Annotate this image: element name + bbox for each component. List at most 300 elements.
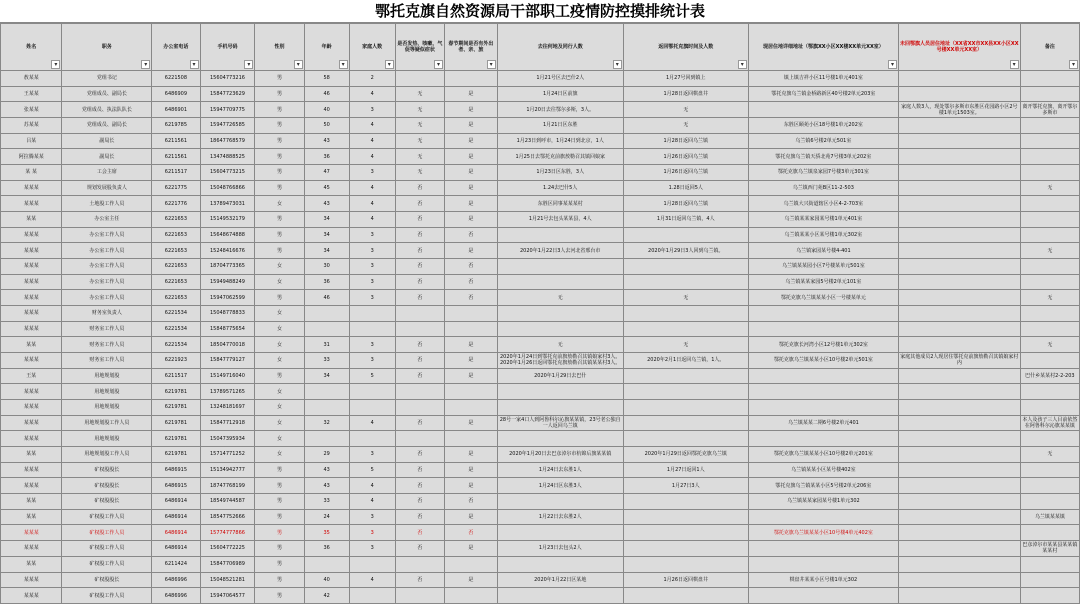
table-cell[interactable]: 女 [255,337,304,353]
table-cell[interactable] [748,541,898,557]
table-cell[interactable]: 是 [445,368,498,384]
table-cell[interactable]: 6486996 [152,588,200,604]
table-cell[interactable]: 某某某 [1,274,62,290]
table-cell[interactable]: 1月27日3人 [623,478,748,494]
table-cell[interactable]: 1月23日去包头2人 [497,541,623,557]
table-cell[interactable] [349,384,395,400]
table-cell[interactable]: 女 [255,415,304,431]
table-cell[interactable]: 副局长 [62,133,152,149]
table-cell[interactable]: 东胜区颐苑小区18号楼1单元202室 [748,118,898,134]
table-cell[interactable]: 否 [395,525,444,541]
table-cell[interactable] [898,556,1020,572]
table-cell[interactable]: 1月24日区东胜3人 [497,478,623,494]
table-cell[interactable]: 否 [395,368,444,384]
table-cell[interactable]: 1月26日返回乌兰镇 [623,165,748,181]
table-cell[interactable]: 男 [255,118,304,134]
table-cell[interactable]: 3 [349,274,395,290]
table-cell[interactable] [898,462,1020,478]
table-cell[interactable]: 18504770018 [200,337,255,353]
table-cell[interactable]: 否 [445,227,498,243]
table-cell[interactable] [898,431,1020,447]
table-cell[interactable]: 13789571265 [200,384,255,400]
table-cell[interactable]: 4 [349,149,395,165]
table-cell[interactable] [445,71,498,87]
table-cell[interactable]: 6486915 [152,478,200,494]
table-cell[interactable]: 财务室工作人员 [62,337,152,353]
table-cell[interactable]: 3 [349,353,395,369]
table-cell[interactable]: 1月21号去包头某某县，4人 [497,212,623,228]
table-cell[interactable]: 否 [395,274,444,290]
table-cell[interactable]: 男 [255,133,304,149]
filter-dropdown-icon[interactable]: ▾ [1010,60,1019,69]
table-cell[interactable]: 无 [623,102,748,118]
table-cell[interactable]: 鄂托克旗乌兰镇天骄北苑7号楼3单元202室 [748,149,898,165]
table-cell[interactable]: 是 [445,133,498,149]
table-cell[interactable]: 1.28日返回5人 [623,180,748,196]
table-cell[interactable]: 某某某 [1,227,62,243]
table-cell[interactable] [748,368,898,384]
table-cell[interactable]: 6221923 [152,353,200,369]
table-cell[interactable]: 1月26日返回乌兰镇 [623,149,748,165]
table-cell[interactable] [898,447,1020,463]
table-cell[interactable] [898,541,1020,557]
table-cell[interactable]: 家庭其他成员2人现居住鄂托克前旗敖勒召其镇娘家村内 [900,354,1019,367]
table-cell[interactable]: 某某某 [1,525,62,541]
table-cell[interactable] [1020,431,1079,447]
table-cell[interactable] [1020,133,1079,149]
table-cell[interactable]: 1月24日去东胜1人 [497,462,623,478]
table-cell[interactable] [898,165,1020,181]
filter-dropdown-icon[interactable]: ▾ [487,60,496,69]
table-cell[interactable] [497,227,623,243]
table-cell[interactable]: 1月22日去东胜2人 [497,509,623,525]
filter-dropdown-icon[interactable]: ▾ [51,60,60,69]
table-cell[interactable]: 无 [623,290,748,306]
table-cell[interactable]: 女 [255,196,304,212]
table-cell[interactable]: 鄂托克旗乌兰镇某某小区一号楼某单元 [748,290,898,306]
table-cell[interactable]: 财务室工作人员 [62,353,152,369]
table-cell[interactable]: 2020年1月22日区某地 [497,572,623,588]
table-cell[interactable]: 男 [255,462,304,478]
table-cell[interactable] [898,415,1020,431]
table-cell[interactable] [623,368,748,384]
table-cell[interactable]: 15847712918 [200,415,255,431]
table-cell[interactable] [898,227,1020,243]
table-cell[interactable] [1020,306,1079,322]
table-cell[interactable]: 13789473031 [200,196,255,212]
table-cell[interactable]: 4 [349,196,395,212]
table-cell[interactable]: 是 [445,337,498,353]
table-cell[interactable]: 3 [349,509,395,525]
table-cell[interactable]: 3 [349,259,395,275]
table-cell[interactable]: 6211517 [152,368,200,384]
table-cell[interactable]: 某某 [1,494,62,510]
table-cell[interactable]: 15774777866 [200,525,255,541]
table-cell[interactable]: 无 [1020,447,1079,463]
table-cell[interactable] [304,384,349,400]
table-cell[interactable] [898,384,1020,400]
table-cell[interactable]: 办公室工作人员 [62,243,152,259]
table-cell[interactable] [748,400,898,416]
table-cell[interactable]: 2020年1月20日去巴彦淖尔市杭锦后旗某某镇 [497,447,623,463]
table-cell[interactable]: 男 [255,541,304,557]
table-cell[interactable]: 某某某 [1,196,62,212]
table-cell[interactable] [497,431,623,447]
table-cell[interactable]: 男 [255,102,304,118]
table-cell[interactable]: 党组成员、副局长 [62,86,152,102]
table-cell[interactable]: 某某某 [1,415,62,431]
table-cell[interactable]: 否 [395,541,444,557]
table-cell[interactable]: 6486914 [152,525,200,541]
table-cell[interactable]: 4 [349,180,395,196]
table-cell[interactable] [1020,212,1079,228]
filter-dropdown-icon[interactable]: ▾ [888,60,897,69]
table-cell[interactable]: 43 [304,133,349,149]
table-cell[interactable]: 18747768199 [200,478,255,494]
table-cell[interactable]: 乌兰镇某某小区某号楼402室 [748,462,898,478]
table-cell[interactable]: 18704773365 [200,259,255,275]
table-cell[interactable]: 15714771252 [200,447,255,463]
table-cell[interactable]: 王某 [1,368,62,384]
table-cell[interactable] [1020,86,1079,102]
table-cell[interactable]: 男 [255,509,304,525]
table-cell[interactable]: 女 [255,306,304,322]
table-cell[interactable]: 矿权股工作人员 [62,525,152,541]
table-cell[interactable]: 某某某 [1,588,62,604]
table-cell[interactable]: 6486996 [152,572,200,588]
table-cell[interactable] [623,431,748,447]
table-cell[interactable]: 乌兰镇某某二期6号楼2单元401 [748,415,898,431]
table-cell[interactable]: 1月23日区东胜，3人 [497,165,623,181]
table-cell[interactable] [1020,165,1079,181]
table-cell[interactable] [445,588,498,604]
table-cell[interactable]: 24 [304,509,349,525]
table-cell[interactable]: 是 [445,118,498,134]
table-cell[interactable]: 否 [395,196,444,212]
table-cell[interactable] [1020,274,1079,290]
table-cell[interactable]: 47 [304,165,349,181]
filter-dropdown-icon[interactable]: ▾ [613,60,622,69]
table-cell[interactable]: 某某某 [1,353,62,369]
table-cell[interactable]: 15847723629 [200,86,255,102]
table-cell[interactable]: 15604773215 [200,165,255,181]
table-cell[interactable]: 无 [497,290,623,306]
table-cell[interactable]: 15149532179 [200,212,255,228]
table-cell[interactable] [748,431,898,447]
table-cell[interactable] [304,400,349,416]
table-cell[interactable]: 15648674888 [200,227,255,243]
table-cell[interactable]: 否 [395,259,444,275]
table-cell[interactable] [395,588,444,604]
table-cell[interactable]: 否 [395,415,444,431]
table-cell[interactable] [304,306,349,322]
table-cell[interactable]: 4 [349,118,395,134]
table-cell[interactable]: 办公室主任 [62,212,152,228]
table-cell[interactable] [898,368,1020,384]
table-cell[interactable]: 否 [395,243,444,259]
table-cell[interactable]: 办公室工作人员 [62,227,152,243]
table-cell[interactable]: 某某某 [1,243,62,259]
table-cell[interactable]: 否 [445,259,498,275]
table-cell[interactable]: 4 [349,133,395,149]
table-cell[interactable]: 13474888525 [200,149,255,165]
table-cell[interactable]: 男 [255,572,304,588]
table-cell[interactable]: 6221653 [152,259,200,275]
table-cell[interactable]: 31 [304,337,349,353]
table-cell[interactable]: 巴彦淖尔市某某县某某镇某某村 [1020,541,1079,557]
table-cell[interactable]: 6211561 [152,149,200,165]
table-cell[interactable]: 否 [395,212,444,228]
table-cell[interactable]: 否 [395,462,444,478]
table-cell[interactable] [623,321,748,337]
table-cell[interactable] [748,588,898,604]
table-cell[interactable] [1020,259,1079,275]
table-cell[interactable]: 否 [445,525,498,541]
table-cell[interactable]: 29 [304,447,349,463]
table-cell[interactable]: 6219785 [152,118,200,134]
table-cell[interactable]: 男 [255,525,304,541]
table-cell[interactable]: 矿权股股长 [62,478,152,494]
table-cell[interactable]: 34 [304,227,349,243]
table-cell[interactable] [395,306,444,322]
table-cell[interactable]: 2020年1月22日3人去河北省邢台市 [497,243,623,259]
table-cell[interactable]: 6221776 [152,196,200,212]
table-cell[interactable]: 6219781 [152,384,200,400]
table-cell[interactable]: 1.24去巴什5人 [497,180,623,196]
table-cell[interactable] [623,400,748,416]
table-cell[interactable] [898,572,1020,588]
table-cell[interactable]: 6219781 [152,447,200,463]
table-cell[interactable]: 1月26日返回棋盘井 [623,572,748,588]
table-cell[interactable] [349,306,395,322]
table-cell[interactable]: 6221534 [152,337,200,353]
table-cell[interactable]: 是 [445,196,498,212]
table-cell[interactable] [898,118,1020,134]
table-cell[interactable] [395,384,444,400]
table-cell[interactable] [497,588,623,604]
table-cell[interactable]: 乌兰镇某某园小区7号楼某单元501室 [748,259,898,275]
table-cell[interactable] [623,588,748,604]
table-cell[interactable]: 某某某 [1,400,62,416]
table-cell[interactable] [898,525,1020,541]
table-cell[interactable]: 财务室负责人 [62,306,152,322]
table-cell[interactable]: 33 [304,353,349,369]
table-cell[interactable] [445,384,498,400]
table-cell[interactable]: 某某某 [1,306,62,322]
table-cell[interactable]: 6221653 [152,243,200,259]
table-cell[interactable] [1020,227,1079,243]
table-cell[interactable] [898,494,1020,510]
table-cell[interactable]: 鄂托克旗乌兰镇泉家园7号楼3单元301室 [748,165,898,181]
table-cell[interactable]: 是 [445,149,498,165]
table-cell[interactable]: 6221653 [152,212,200,228]
table-cell[interactable]: 42 [304,588,349,604]
table-cell[interactable]: 15047395934 [200,431,255,447]
table-cell[interactable]: 女 [255,447,304,463]
table-cell[interactable]: 无 [395,86,444,102]
table-cell[interactable]: 用地规划股 [62,400,152,416]
table-cell[interactable]: 6211561 [152,133,200,149]
table-cell[interactable]: 15248416676 [200,243,255,259]
table-cell[interactable]: 否 [395,572,444,588]
table-cell[interactable]: 34 [304,243,349,259]
table-cell[interactable]: 男 [255,368,304,384]
table-cell[interactable]: 乌兰镇某某家园某号楼1单元302 [748,494,898,510]
table-cell[interactable] [1020,353,1079,369]
table-cell[interactable]: 15947062599 [200,290,255,306]
table-cell[interactable]: 32 [304,415,349,431]
table-cell[interactable]: 某某某 [1,431,62,447]
table-cell[interactable] [349,431,395,447]
table-cell[interactable] [1020,525,1079,541]
table-cell[interactable]: 4 [349,415,395,431]
table-cell[interactable]: 15947726585 [200,118,255,134]
table-cell[interactable]: 用地规划股 [62,384,152,400]
table-cell[interactable]: 13248181697 [200,400,255,416]
table-cell[interactable]: 45 [304,180,349,196]
table-cell[interactable]: 敖某某 [1,71,62,87]
filter-dropdown-icon[interactable]: ▾ [190,60,199,69]
table-cell[interactable]: 办公室工作人员 [62,259,152,275]
table-cell[interactable]: 男 [255,227,304,243]
table-cell[interactable]: 矿权股股长 [62,462,152,478]
table-cell[interactable]: 58 [304,71,349,87]
table-cell[interactable]: 是 [445,541,498,557]
table-cell[interactable]: 乌兰镇某某家园某号楼1单元401室 [748,212,898,228]
table-cell[interactable]: 某某某 [1,259,62,275]
table-cell[interactable]: 4 [349,494,395,510]
table-cell[interactable]: 无 [623,337,748,353]
table-cell[interactable]: 1月21日区东胜 [497,118,623,134]
table-cell[interactable] [1020,478,1079,494]
table-cell[interactable]: 30 [304,259,349,275]
table-cell[interactable]: 党组成员、执法队队长 [62,102,152,118]
table-cell[interactable]: 某某 [1,212,62,228]
table-cell[interactable] [1020,556,1079,572]
table-cell[interactable] [497,525,623,541]
table-cell[interactable]: 6219781 [152,431,200,447]
table-cell[interactable]: 乌兰镇家园某号楼4-401 [748,243,898,259]
table-cell[interactable] [1020,400,1079,416]
table-cell[interactable]: 矿权股股长 [62,572,152,588]
table-cell[interactable]: 6221653 [152,274,200,290]
table-cell[interactable]: 3 [349,243,395,259]
table-cell[interactable] [898,180,1020,196]
table-cell[interactable]: 矿权股工作人员 [62,541,152,557]
table-cell[interactable]: 34 [304,368,349,384]
table-cell[interactable]: 15149716040 [200,368,255,384]
table-cell[interactable] [898,243,1020,259]
table-cell[interactable]: 6486901 [152,102,200,118]
table-cell[interactable]: 男 [255,588,304,604]
filter-dropdown-icon[interactable]: ▾ [385,60,394,69]
table-cell[interactable]: 3 [349,541,395,557]
table-cell[interactable] [898,478,1020,494]
table-cell[interactable] [898,259,1020,275]
table-cell[interactable] [1020,494,1079,510]
table-cell[interactable] [1020,71,1079,87]
table-cell[interactable] [1020,321,1079,337]
table-cell[interactable]: 15947064577 [200,588,255,604]
table-cell[interactable] [1020,588,1079,604]
table-cell[interactable]: 女 [255,321,304,337]
table-cell[interactable]: 镇上镇吉祥小区11号楼1单元401室 [748,71,898,87]
filter-dropdown-icon[interactable]: ▾ [434,60,443,69]
table-cell[interactable]: 36 [304,274,349,290]
table-cell[interactable]: 是 [445,478,498,494]
table-cell[interactable]: 无 [1020,337,1079,353]
table-cell[interactable]: 乌兰镇某某家园5号楼2单元101室 [748,274,898,290]
table-cell[interactable]: 否 [395,494,444,510]
table-cell[interactable]: 某某 [1,447,62,463]
table-cell[interactable] [1020,462,1079,478]
table-cell[interactable]: 否 [395,290,444,306]
table-cell[interactable]: 是 [445,572,498,588]
table-cell[interactable]: 1月27号回到镇上 [623,71,748,87]
table-cell[interactable]: 3 [349,447,395,463]
table-cell[interactable] [898,71,1020,87]
table-cell[interactable]: 某 某 [1,165,62,181]
table-cell[interactable]: 否 [395,447,444,463]
table-cell[interactable] [623,556,748,572]
table-cell[interactable] [898,149,1020,165]
table-cell[interactable]: 吕某 [1,133,62,149]
table-cell[interactable]: 15134942777 [200,462,255,478]
table-cell[interactable]: 4 [349,478,395,494]
table-cell[interactable]: 王某某 [1,86,62,102]
table-cell[interactable]: 东胜区同事某某某村 [497,196,623,212]
table-cell[interactable]: 是 [445,415,498,431]
table-cell[interactable]: 财务室工作人员 [62,321,152,337]
table-cell[interactable]: 3 [349,525,395,541]
table-cell[interactable] [497,556,623,572]
table-cell[interactable] [623,509,748,525]
table-cell[interactable]: 男 [255,86,304,102]
table-cell[interactable]: 办公室工作人员 [62,274,152,290]
table-cell[interactable]: 某某 [1,337,62,353]
table-cell[interactable] [1020,384,1079,400]
table-cell[interactable]: 矿权股股长 [62,494,152,510]
table-cell[interactable]: 是 [445,212,498,228]
table-cell[interactable] [898,306,1020,322]
table-cell[interactable]: 否 [395,337,444,353]
filter-dropdown-icon[interactable]: ▾ [141,60,150,69]
table-cell[interactable]: 是 [445,447,498,463]
table-cell[interactable]: 党组成员、副局长 [62,118,152,134]
table-cell[interactable]: 否 [395,227,444,243]
table-cell[interactable]: 35 [304,525,349,541]
table-cell[interactable]: 女 [255,259,304,275]
table-cell[interactable]: 男 [255,212,304,228]
table-cell[interactable]: 46 [304,86,349,102]
table-cell[interactable]: 某某 [1,556,62,572]
table-cell[interactable]: 男 [255,556,304,572]
table-cell[interactable] [1020,196,1079,212]
table-cell[interactable] [898,337,1020,353]
table-cell[interactable] [748,306,898,322]
table-cell[interactable]: 5 [349,462,395,478]
table-cell[interactable]: 15949488249 [200,274,255,290]
table-cell[interactable]: 男 [255,71,304,87]
table-cell[interactable] [497,274,623,290]
table-cell[interactable]: 是 [445,353,498,369]
table-cell[interactable]: 3 [349,337,395,353]
table-cell[interactable]: 否 [395,478,444,494]
table-cell[interactable] [395,431,444,447]
table-cell[interactable] [1020,149,1079,165]
table-cell[interactable]: 是 [445,180,498,196]
table-cell[interactable]: 鄂托克旗乌兰镇金桥路新区40号楼2单元203室 [748,86,898,102]
